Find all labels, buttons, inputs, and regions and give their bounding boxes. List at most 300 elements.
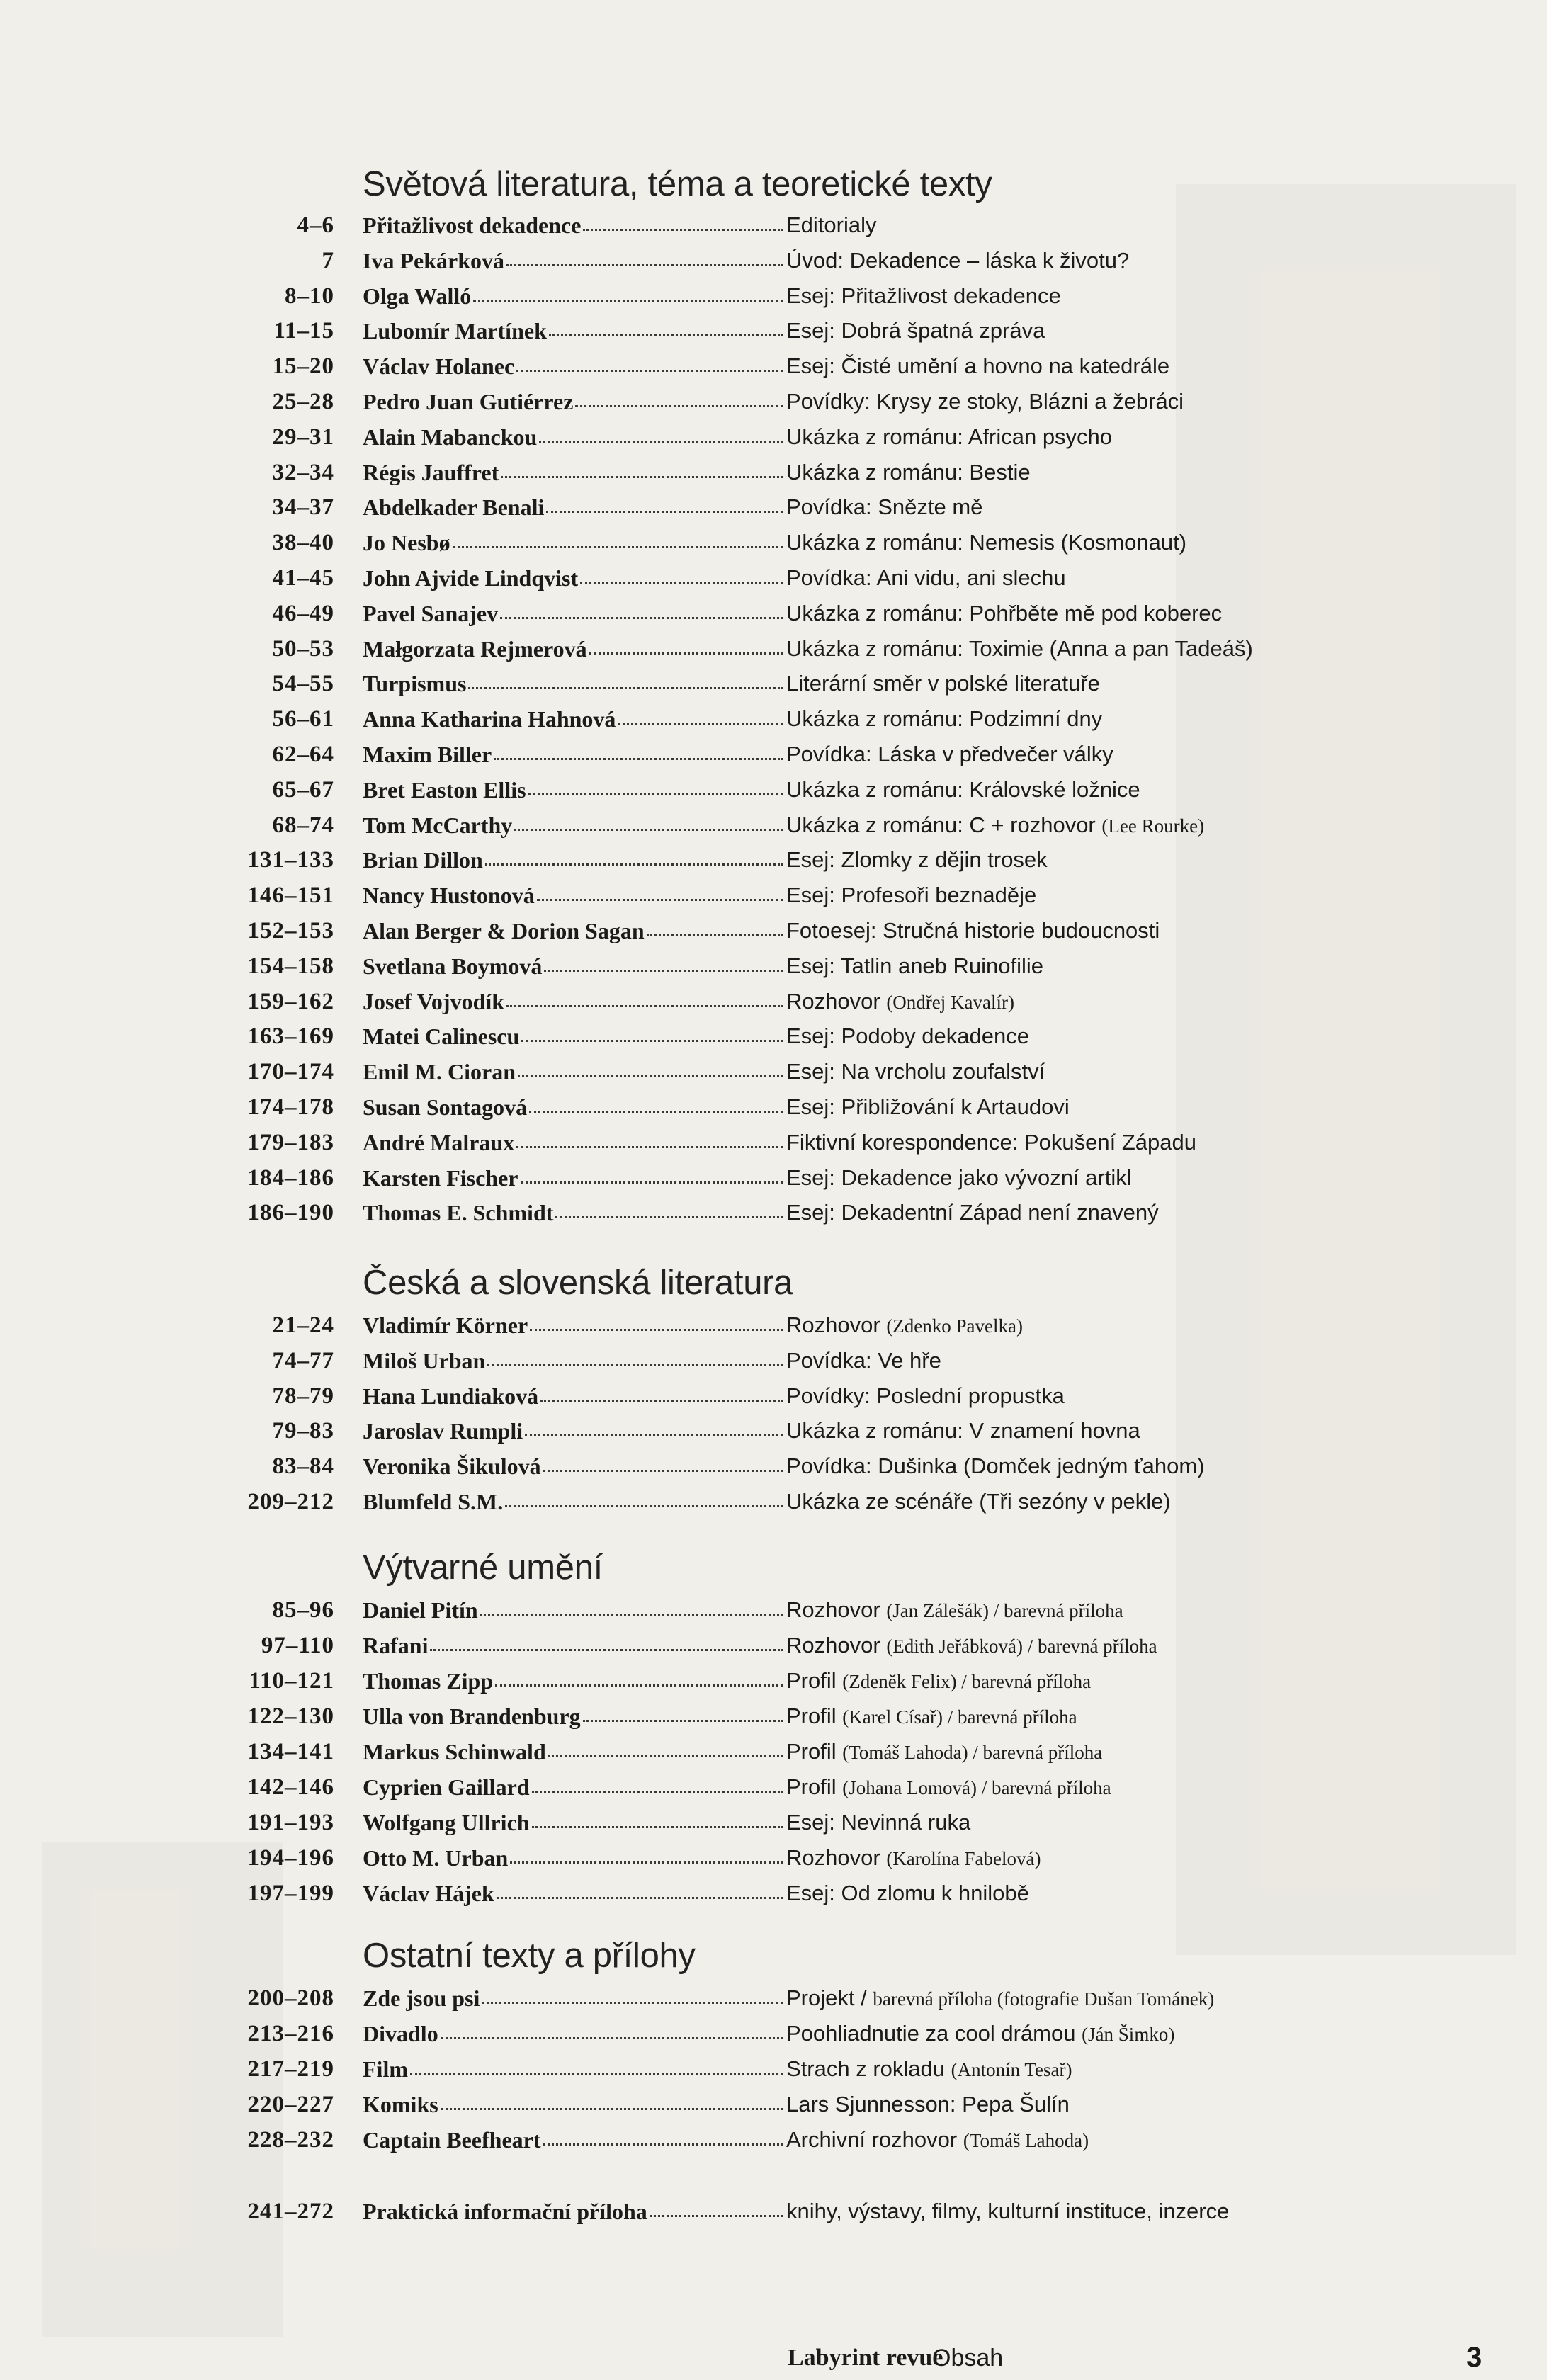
work-description [786, 2056, 1072, 2082]
toc-entry [0, 565, 1547, 601]
author-name: Tom McCarthy [363, 812, 513, 838]
toc-entry [0, 1489, 1547, 1524]
work-title: Esej: Profesoři beznaděje [786, 883, 1037, 907]
author-cell [363, 2056, 783, 2082]
page-range: 184–186 [247, 1165, 334, 1191]
work-description [786, 494, 982, 520]
toc-entry [0, 389, 1547, 424]
page-number: 3 [1466, 2342, 1483, 2373]
author-cell [363, 1130, 783, 1156]
author-name: Zde jsou psi [363, 1985, 480, 2011]
page-range: 213–216 [247, 2021, 334, 2046]
author-cell [363, 601, 783, 627]
author-cell [363, 1348, 783, 1374]
author-name: Régis Jauffret [363, 460, 499, 485]
author-name: Miloš Urban [363, 1348, 486, 1373]
author-cell [363, 1597, 783, 1624]
work-description [786, 742, 1114, 767]
page-range: 34–37 [272, 494, 334, 520]
author-cell [363, 671, 783, 697]
work-description [786, 1094, 1070, 1120]
author-name: Cyprien Gaillard [363, 1774, 530, 1800]
work-title: Ukázka z románu: Bestie [786, 460, 1031, 484]
work-title: Editorialy [786, 212, 877, 237]
work-title: knihy, výstavy, filmy, kulturní instituce, inzerce [786, 2199, 1230, 2223]
page-range: 146–151 [247, 883, 334, 908]
work-title: Esej: Nevinná ruka [786, 1810, 971, 1835]
page-range: 159–162 [247, 989, 334, 1014]
author-name: Komiks [363, 2092, 438, 2117]
work-note: (Karolína Fabelová) [886, 1848, 1041, 1869]
work-note: (Karel Císař) / barevná příloha [842, 1706, 1077, 1728]
work-title: Esej: Zlomky z dějin trosek [786, 847, 1048, 872]
work-description [786, 1200, 1159, 1225]
author-cell [363, 530, 783, 556]
dot-leader [583, 228, 783, 231]
author-name: Markus Schinwald [363, 1739, 546, 1764]
work-title: Esej: Tatlin aneb Ruinofilie [786, 953, 1044, 978]
author-cell [363, 353, 783, 380]
work-description [786, 1633, 1157, 1658]
work-title: Ukázka z románu: African psycho [786, 424, 1113, 449]
author-name: John Ajvide Lindqvist [363, 565, 579, 591]
author-cell [363, 1704, 783, 1730]
toc-entry [0, 1454, 1547, 1489]
dot-leader [453, 545, 783, 548]
work-title: Esej: Přibližování k Artaudovi [786, 1094, 1070, 1119]
author-cell [363, 1739, 783, 1765]
work-title: Ukázka z románu: Podzimní dny [786, 706, 1103, 731]
work-description [786, 918, 1160, 944]
work-description [786, 1313, 1023, 1338]
toc-entry [0, 1668, 1547, 1704]
page-range: 41–45 [272, 565, 334, 591]
work-title: Povídky: Poslední propustka [786, 1383, 1065, 1408]
page-range: 50–53 [272, 636, 334, 662]
author-cell [363, 2127, 783, 2153]
dot-leader [473, 299, 783, 302]
work-title: Lars Sjunnesson: Pepa Šulín [786, 2092, 1070, 2116]
author-cell [363, 742, 783, 768]
author-cell [363, 1845, 783, 1871]
work-title: Ukázka ze scénáře (Tři sezóny v pekle) [786, 1489, 1171, 1514]
work-description [786, 318, 1045, 344]
work-description [786, 1985, 1214, 2011]
page-range: 29–31 [272, 424, 334, 450]
work-title: Ukázka z románu: V znamení hovna [786, 1418, 1140, 1443]
dot-leader [583, 1719, 783, 1722]
work-description [786, 1668, 1091, 1694]
author-name: Nancy Hustonová [363, 883, 535, 908]
work-title: Ukázka z románu: Pohřběte mě pod koberec [786, 601, 1223, 625]
toc-entry [0, 883, 1547, 918]
work-description [786, 1024, 1029, 1049]
dot-leader [480, 1613, 783, 1616]
author-cell [363, 1881, 783, 1907]
work-note: (Lee Rourke) [1101, 815, 1205, 837]
toc-entry [0, 460, 1547, 495]
page-range: 65–67 [272, 777, 334, 803]
toc-entry [0, 706, 1547, 742]
work-description [786, 565, 1066, 591]
toc-entry [0, 1704, 1547, 1739]
work-note: (Antonín Tesař) [951, 2059, 1072, 2080]
work-description [786, 248, 1129, 273]
work-title: Rozhovor [786, 1313, 880, 1337]
work-description [786, 1348, 941, 1373]
author-name: Přitažlivost dekadence [363, 212, 582, 238]
author-name: Anna Katharina Hahnová [363, 706, 616, 732]
author-cell [363, 883, 783, 909]
page-range: 4–6 [297, 212, 334, 238]
toc-entry [0, 283, 1547, 319]
author-name: Alan Berger & Dorion Sagan [363, 918, 645, 944]
work-description [786, 989, 1014, 1014]
author-name: Praktická informační příloha [363, 2199, 647, 2224]
dot-leader [441, 2107, 783, 2110]
work-description [786, 706, 1102, 732]
dot-leader [468, 686, 783, 689]
author-cell [363, 989, 783, 1015]
dot-leader [482, 2001, 783, 2004]
author-cell [363, 424, 783, 450]
author-name: Turpismus [363, 671, 467, 696]
author-name: Svetlana Boymová [363, 953, 543, 979]
work-title: Ukázka z románu: Nemesis (Kosmonaut) [786, 530, 1187, 555]
author-name: Maxim Biller [363, 742, 492, 767]
author-cell [363, 1985, 783, 2012]
work-title: Archivní rozhovor [786, 2127, 958, 2152]
author-name: Brian Dillon [363, 847, 483, 873]
dot-leader [521, 1039, 783, 1042]
toc-entry [0, 953, 1547, 989]
author-name: Emil M. Cioran [363, 1059, 516, 1084]
work-description [786, 1383, 1065, 1409]
page-range: 74–77 [272, 1348, 334, 1373]
work-description [786, 353, 1169, 379]
work-title: Fotoesej: Stručná historie budoucnosti [786, 918, 1160, 943]
page-range: 142–146 [247, 1774, 334, 1800]
toc-entry [0, 2199, 1547, 2234]
author-cell [363, 1489, 783, 1515]
author-name: Divadlo [363, 2021, 438, 2046]
toc-entry [0, 989, 1547, 1024]
author-cell [363, 1810, 783, 1836]
author-name: Susan Sontagová [363, 1094, 528, 1120]
page-range: 131–133 [247, 847, 334, 873]
author-cell [363, 847, 783, 873]
toc-entry [0, 1739, 1547, 1774]
author-cell [363, 2021, 783, 2047]
author-cell [363, 565, 783, 591]
work-title: Profil [786, 1774, 837, 1799]
author-name: Film [363, 2056, 408, 2082]
work-title: Ukázka z románu: Toximie (Anna a pan Tadeáš) [786, 636, 1253, 661]
work-description [786, 1845, 1041, 1871]
page-range: 110–121 [249, 1668, 334, 1694]
dot-leader [487, 1364, 783, 1366]
work-description [786, 460, 1031, 485]
work-title: Ukázka z románu: C + rozhovor [786, 812, 1096, 837]
work-description [786, 1597, 1123, 1623]
work-description [786, 1704, 1077, 1729]
author-cell [363, 212, 783, 239]
author-cell [363, 1024, 783, 1050]
page-range: 194–196 [247, 1845, 334, 1871]
author-name: Vladimír Körner [363, 1313, 528, 1338]
toc-entry [0, 318, 1547, 353]
work-title: Profil [786, 1704, 837, 1728]
author-name: Václav Holanec [363, 353, 515, 379]
page-range: 186–190 [247, 1200, 334, 1225]
dot-leader [510, 1861, 783, 1864]
work-description [786, 1739, 1102, 1764]
work-description [786, 953, 1043, 979]
toc-entry [0, 1059, 1547, 1094]
page-range: 21–24 [272, 1313, 334, 1338]
work-title: Úvod: Dekadence – láska k životu? [786, 248, 1130, 273]
page-range: 15–20 [272, 353, 334, 379]
work-description [786, 2092, 1070, 2117]
dot-leader [485, 863, 783, 866]
toc-entry [0, 1348, 1547, 1383]
page-range: 134–141 [247, 1739, 334, 1764]
footer-section-label: Obsah [932, 2345, 1004, 2372]
page-range: 25–28 [272, 389, 334, 414]
author-cell [363, 1383, 783, 1410]
dot-leader [514, 828, 783, 831]
toc-entry [0, 1024, 1547, 1059]
author-name: Captain Beefheart [363, 2127, 541, 2153]
work-title: Esej: Podoby dekadence [786, 1024, 1029, 1048]
toc-entry [0, 424, 1547, 460]
page-range: 220–227 [247, 2092, 334, 2117]
dot-leader [548, 1755, 783, 1757]
author-cell [363, 1418, 783, 1444]
toc-entry [0, 1094, 1547, 1130]
author-cell [363, 1633, 783, 1659]
dot-leader [505, 1504, 783, 1507]
page-range: 38–40 [272, 530, 334, 555]
author-cell [363, 1200, 783, 1226]
work-description [786, 2199, 1229, 2224]
work-note: (Zdeněk Felix) / barevná příloha [842, 1671, 1092, 1692]
dot-leader [575, 404, 783, 407]
work-description [786, 530, 1186, 555]
dot-leader [589, 652, 783, 654]
toc-entry [0, 847, 1547, 883]
author-name: Jaroslav Rumpli [363, 1418, 523, 1444]
work-description [786, 812, 1204, 838]
toc-entry [0, 2127, 1547, 2163]
page-range: 209–212 [247, 1489, 334, 1514]
toc-entry [0, 2056, 1547, 2092]
author-cell [363, 953, 783, 980]
author-cell [363, 636, 783, 662]
work-description [786, 2127, 1089, 2153]
page-range: 32–34 [272, 460, 334, 485]
work-description [786, 777, 1140, 803]
dot-leader [516, 369, 783, 372]
dot-leader [529, 1110, 783, 1113]
work-note: (Zdenko Pavelka) [886, 1315, 1023, 1337]
author-cell [363, 318, 783, 344]
page-range: 68–74 [272, 812, 334, 838]
work-title: Esej: Přitažlivost dekadence [786, 283, 1061, 308]
work-description [786, 1489, 1171, 1514]
dot-leader [549, 334, 783, 336]
toc-entry [0, 1774, 1547, 1810]
dot-leader [497, 1896, 783, 1899]
author-name: Blumfeld S.M. [363, 1489, 504, 1514]
page-range: 8–10 [285, 283, 334, 309]
work-title: Povídka: Ve hře [786, 1348, 941, 1373]
work-description [786, 1774, 1111, 1800]
dot-leader [530, 1328, 783, 1331]
work-title: Ukázka z románu: Královské ložnice [786, 777, 1140, 802]
dot-leader [544, 969, 783, 972]
author-name: Abdelkader Benali [363, 494, 545, 520]
dot-leader [532, 1825, 783, 1828]
toc-entry [0, 1165, 1547, 1201]
author-name: André Malraux [363, 1130, 515, 1155]
toc-entry [0, 530, 1547, 565]
author-cell [363, 777, 783, 803]
page-range: 163–169 [247, 1024, 334, 1049]
dot-leader [506, 1004, 783, 1007]
toc-entry [0, 494, 1547, 530]
page-range: 46–49 [272, 601, 334, 626]
page-range: 179–183 [247, 1130, 334, 1155]
work-description [786, 671, 1100, 696]
author-cell [363, 283, 783, 310]
dot-leader [537, 898, 783, 901]
toc-entry [0, 1130, 1547, 1165]
work-title: Strach z rokladu [786, 2056, 945, 2081]
dot-leader [555, 1216, 783, 1218]
work-title: Povídka: Láska v předvečer války [786, 742, 1114, 766]
author-cell [363, 494, 783, 521]
author-name: Thomas Zipp [363, 1668, 494, 1694]
toc-entry [0, 2021, 1547, 2056]
dot-leader [647, 934, 783, 936]
work-title: Profil [786, 1739, 837, 1764]
author-name: Ulla von Brandenburg [363, 1704, 581, 1729]
toc-entry [0, 1633, 1547, 1668]
work-note: (Edith Jeřábková) / barevná příloha [886, 1636, 1157, 1657]
work-title: Fiktivní korespondence: Pokušení Západu [786, 1130, 1197, 1155]
work-title: Povídka: Dušinka (Domček jedným ťahom) [786, 1454, 1205, 1478]
dot-leader [650, 2214, 783, 2217]
work-description [786, 1454, 1205, 1479]
toc-entry [0, 1200, 1547, 1235]
dot-leader [494, 757, 783, 760]
footer-magazine-title: Labyrint revue [788, 2345, 944, 2371]
work-title: Projekt / [786, 1985, 867, 2010]
work-description [786, 1130, 1196, 1155]
work-description [786, 283, 1061, 309]
author-name: Veronika Šikulová [363, 1454, 541, 1479]
dot-leader [543, 2143, 783, 2146]
author-name: Thomas E. Schmidt [363, 1200, 554, 1225]
page-range: 152–153 [247, 918, 334, 944]
work-description [786, 1165, 1132, 1191]
dot-leader [528, 793, 783, 795]
page-range: 54–55 [272, 671, 334, 696]
author-cell [363, 706, 783, 732]
author-name: Rafani [363, 1633, 429, 1658]
dot-leader [618, 722, 783, 725]
dot-leader [546, 510, 783, 513]
work-note: (Johana Lomová) / barevná příloha [842, 1777, 1111, 1798]
section-heading: Světová literatura, téma a teoretické texty [363, 165, 992, 203]
author-cell [363, 248, 783, 274]
work-description [786, 847, 1048, 873]
toc-entry [0, 636, 1547, 672]
page-range: 197–199 [247, 1881, 334, 1906]
page-range: 11–15 [273, 318, 334, 344]
dot-leader [532, 1790, 783, 1793]
work-note: barevná příloha (fotografie Dušan Tománek) [873, 1988, 1215, 2010]
work-title: Rozhovor [786, 1597, 880, 1622]
page-range: 56–61 [272, 706, 334, 732]
dot-leader [521, 1181, 784, 1184]
section-heading: Česká a slovenská literatura [363, 1264, 793, 1302]
toc-entry [0, 1810, 1547, 1845]
author-name: Jo Nesbø [363, 530, 450, 555]
author-cell [363, 2199, 783, 2225]
work-description [786, 1059, 1045, 1084]
author-name: Małgorzata Rejmerová [363, 636, 587, 662]
section-heading: Ostatní texty a přílohy [363, 1937, 696, 1975]
page-range: 79–83 [272, 1418, 334, 1444]
author-cell [363, 812, 783, 839]
work-note: (Tomáš Lahoda) [963, 2130, 1089, 2151]
dot-leader [410, 2072, 783, 2075]
page-range: 174–178 [247, 1094, 334, 1120]
dot-leader [441, 2036, 783, 2039]
work-title: Rozhovor [786, 1845, 880, 1870]
page-range: 170–174 [247, 1059, 334, 1084]
dot-leader [495, 1684, 783, 1687]
work-description [786, 1881, 1029, 1906]
page-range: 78–79 [272, 1383, 334, 1409]
author-name: Pavel Sanajev [363, 601, 499, 626]
author-cell [363, 1668, 783, 1694]
toc-entry [0, 1597, 1547, 1633]
toc-entry [0, 1383, 1547, 1419]
work-title: Esej: Od zlomu k hnilobě [786, 1881, 1029, 1905]
page-range: 200–208 [247, 1985, 334, 2011]
author-name: Josef Vojvodík [363, 989, 505, 1014]
toc-entry [0, 1845, 1547, 1881]
work-description [786, 601, 1222, 626]
work-description [786, 1810, 970, 1835]
toc-entry [0, 1985, 1547, 2021]
author-name: Bret Easton Ellis [363, 777, 526, 803]
author-name: Alain Mabanckou [363, 424, 538, 450]
toc-entry [0, 1313, 1547, 1348]
toc-entry [0, 1418, 1547, 1454]
author-name: Karsten Fischer [363, 1165, 518, 1191]
author-cell [363, 1774, 783, 1801]
author-cell [363, 1094, 783, 1121]
dot-leader [525, 1434, 783, 1436]
work-description [786, 212, 877, 238]
work-title: Poohliadnutie za cool drámou [786, 2021, 1076, 2046]
work-title: Povídka: Snězte mě [786, 494, 983, 519]
toc-entry [0, 671, 1547, 706]
